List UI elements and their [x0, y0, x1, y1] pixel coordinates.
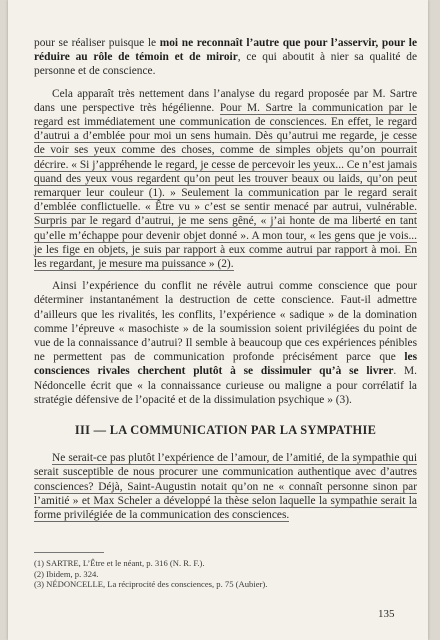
- text-run: Ainsi l’expérience du conflit ne révèle autrui comme conscience que pour déterminer instantanément la destruction de cette conscience. Faut-il admettre d’ailleurs que les rivalités, les conflits, l’expérience « sadique » de la domination comme l’épreuve « masochiste » de la soumission soient privilégiées du point de vue de la connaissance d’autrui? Il semble à beaucoup que ces expériences pénibles ne permettent pas de communication profonde précisément parce que: [34, 280, 417, 364]
- footnote-3: (3) NÉDONCELLE, La réciprocité des consciences, p. 75 (Aubier).: [34, 579, 268, 590]
- footnote-1: (1) SARTRE, L’Être et le néant, p. 316 (N. R. F.).: [34, 558, 205, 568]
- text-run: , ce qui aboutit à nier sa qualité de personne et de conscience.: [34, 51, 417, 78]
- paragraph-3: [34, 279, 417, 407]
- bold-run: les consciences rivales cherchent plutôt à se dissimuler qu’à se livrer: [34, 351, 417, 378]
- bold-run: moi ne reconnaît l’autre que pour l’asservir, pour le réduire au rôle de témoin et de miroir: [34, 37, 417, 64]
- underlined-run: Ne serait-ce pas plutôt l’expérience de l’amour, de l’amitié, de la sympathie qui serait susceptible de nous procurer une communication authentique avec d’autres consciences? Déjà, Saint-Augustin notait qu’on ne « connaît personne sinon par l’amitié » et Max Scheler a développé la thèse selon laquelle la sympathie serait la forme privilégiée de la communication des consciences.: [34, 452, 417, 522]
- paragraph-4: [34, 451, 417, 522]
- paragraph-1: [34, 36, 417, 79]
- text-run: . M. Nédoncelle écrit que « la connaissance curieuse ou maligne a pour corrélatif la stratégie défensive de l’opacité et de la dissimulation psychique » (3).: [34, 365, 417, 406]
- text-run: pour se réaliser puisque le: [34, 37, 160, 49]
- book-page: [8, 0, 428, 640]
- footnote-2: (2) Ibidem, p. 324.: [34, 568, 99, 579]
- section-heading: III — LA COMMUNICATION PAR LA SYMPATHIE: [74, 423, 377, 438]
- footnote-divider: [34, 552, 104, 553]
- paragraph-2: [34, 87, 417, 272]
- footnotes: [34, 558, 417, 590]
- text-run: Cela apparaît très nettement dans l’analyse du regard proposée par M. Sartre dans une perspective très hégélienne.: [34, 87, 417, 114]
- underlined-run: Pour M. Sartre la communication par le regard est immédiatement une communication de consciences. En effet, le regard d’autrui a d’emblée pour moi un sens humain. Dès qu’autrui me regarde, je cesse de voir ses yeux comme des choses, comme de simples objets qu’on pourrait décrire. « Si j’appréhende le regard, je cesse de percevoir les yeux... Ce n’est jamais quand des yeux vous regardent qu’on peut les trouver beaux ou laids, qu’on peut remarquer leur couleur (1). » Seulement la communication par le regard serait d’emblée conflictuelle. « Être vu » c’est se sentir menacé par autrui, vulnérable. Surpris par le regard d’autrui, je me sens gêné, « j’ai honte de ma liberté en tant qu’elle m’échappe pour devenir objet donné ». A mon tour, « les gens que je vois... je les fige en objets, je suis par rapport à eux comme autrui par rapport à moi. En les regardant, je mesure ma puissance » (2).: [34, 101, 418, 271]
- page-number: 135: [378, 608, 395, 620]
- body-text: [34, 36, 417, 530]
